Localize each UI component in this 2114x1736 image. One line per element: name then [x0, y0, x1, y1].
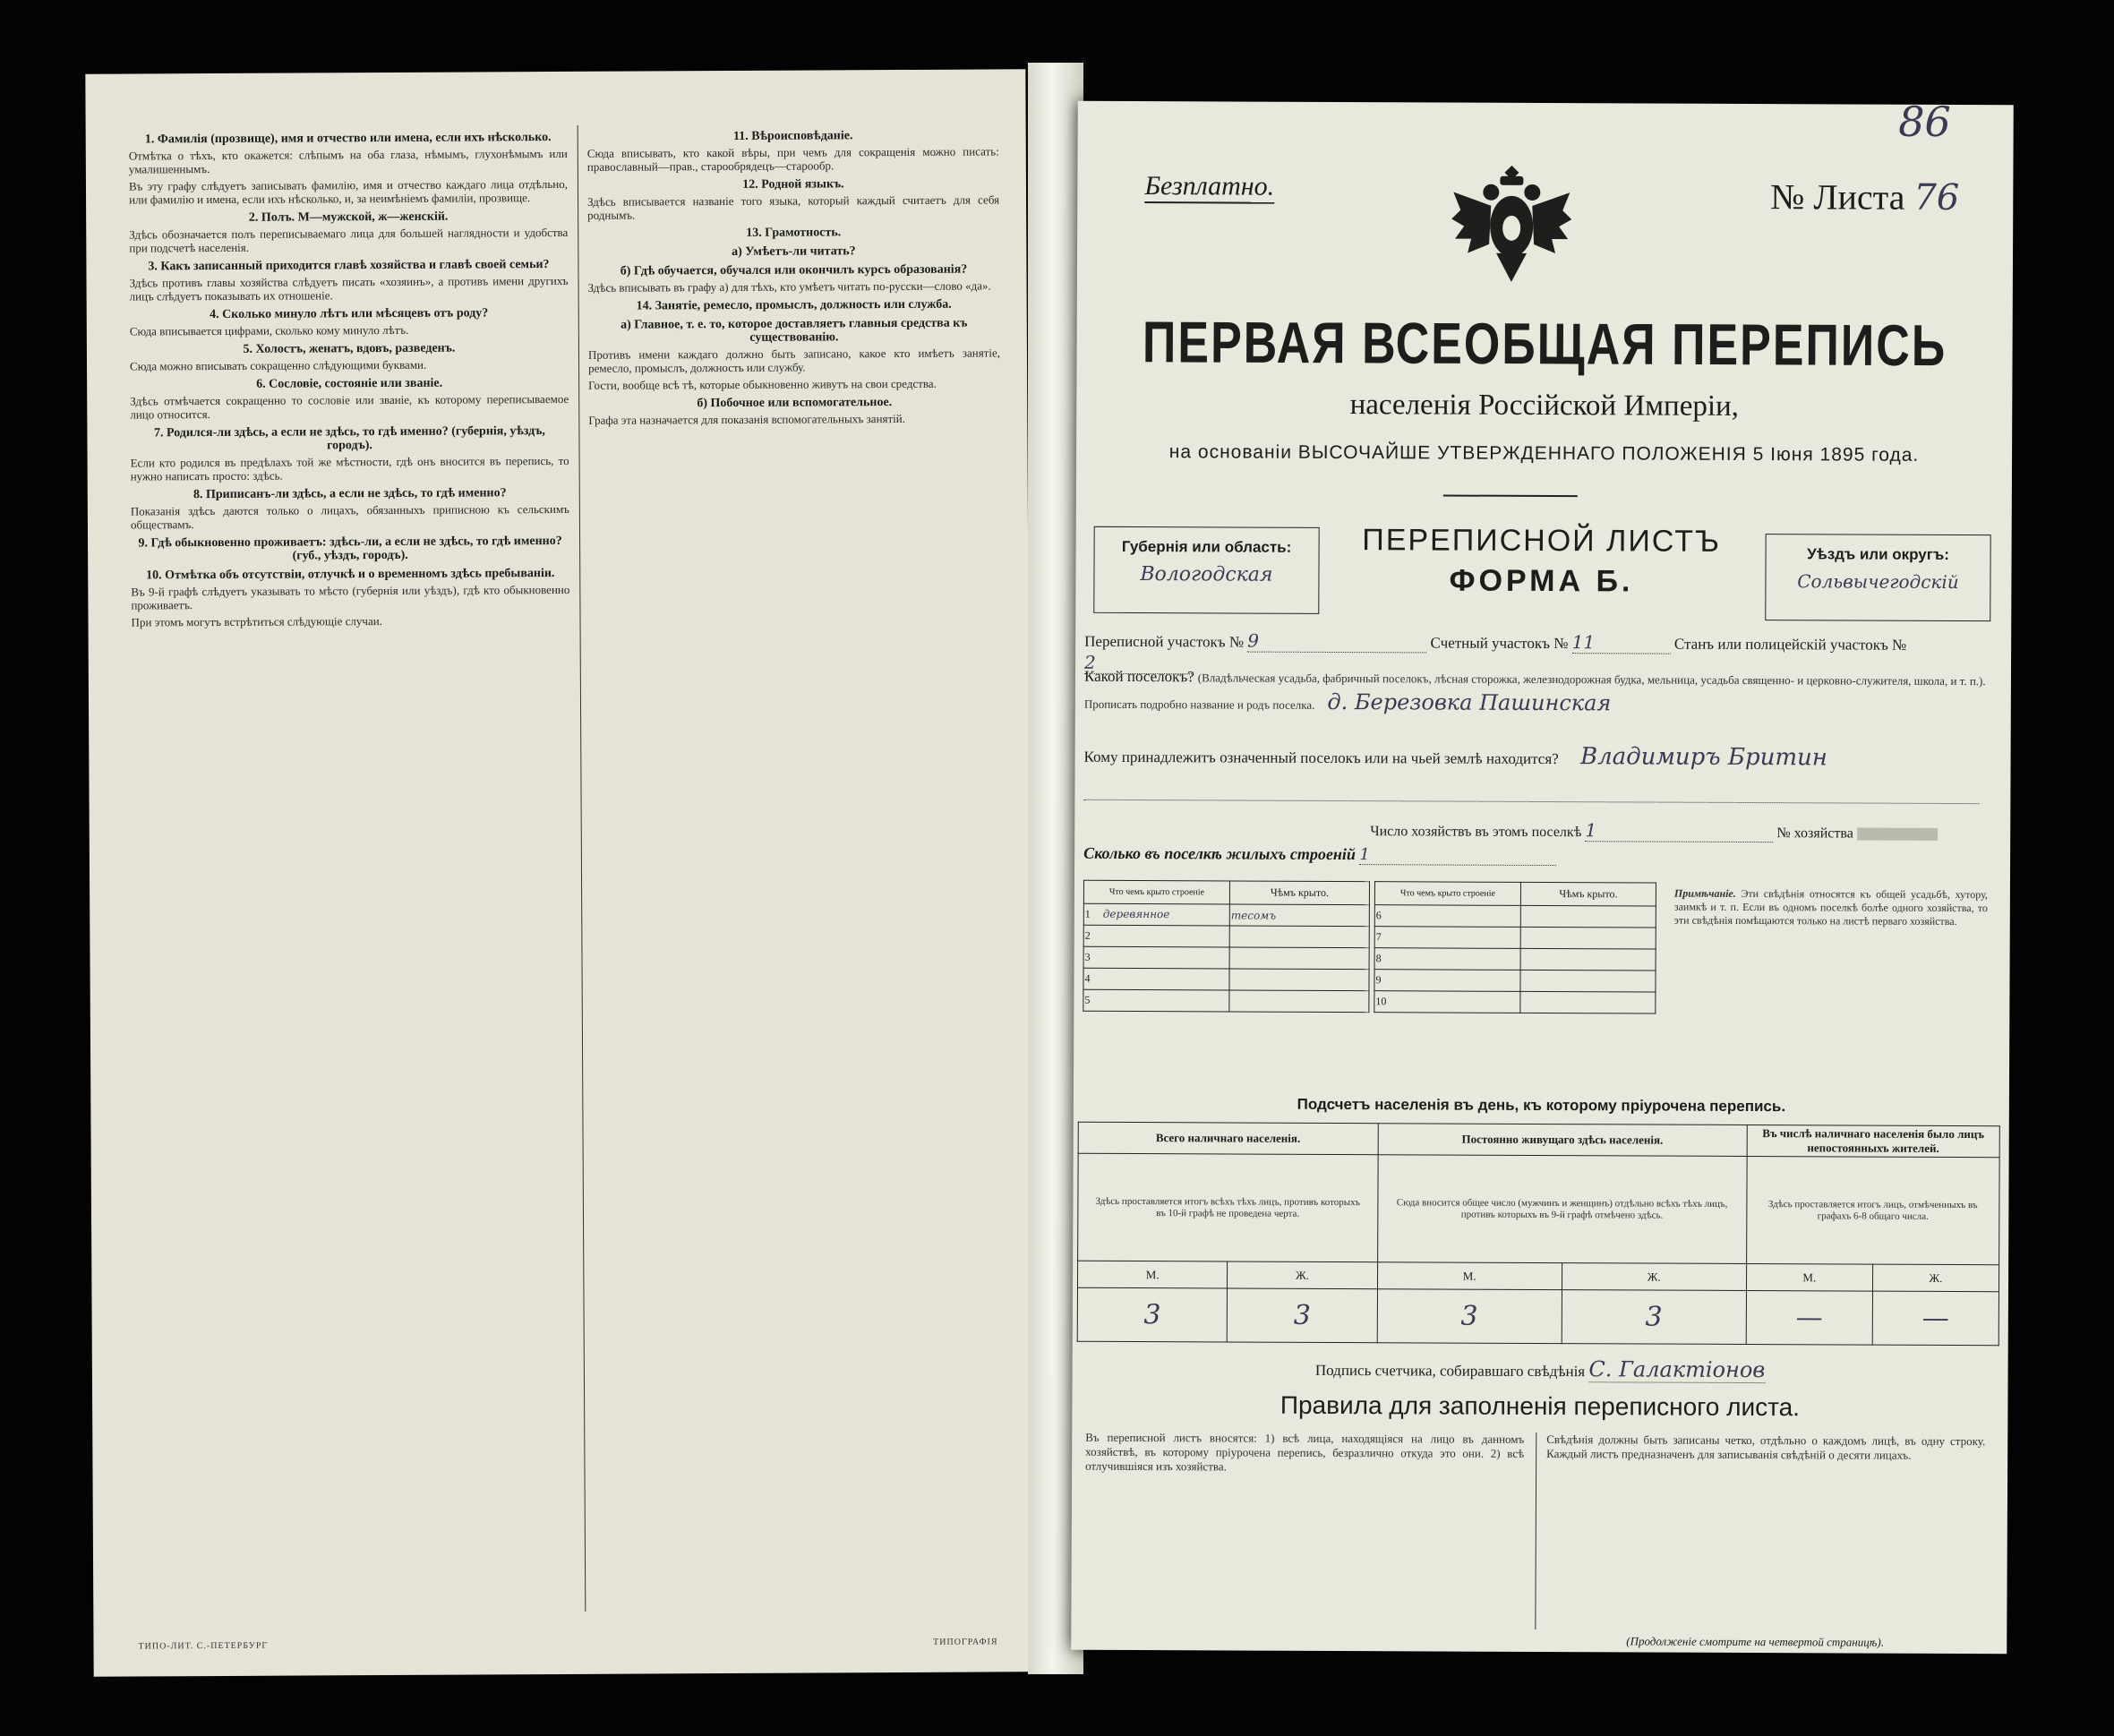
counting-district-label: Счетный участокъ №	[1430, 634, 1569, 653]
building-row	[1083, 968, 1369, 990]
buildings-table-1	[1083, 880, 1370, 1013]
instructions-column-1	[129, 125, 576, 1614]
female-label: Ж.	[1228, 1261, 1377, 1289]
households-value: 1	[1585, 819, 1773, 842]
buildings-col-built-2: Что чемъ крыто строеніе	[1374, 882, 1520, 906]
instruction-heading: 6. Сословіе, состояніе или званіе.	[256, 376, 443, 391]
building-row-number: 2	[1084, 928, 1091, 942]
building-row	[1083, 946, 1369, 969]
building-row	[1374, 948, 1656, 971]
gubernia-label: Губернія или область:	[1121, 537, 1292, 556]
household-no-label: № хозяйства	[1776, 825, 1853, 842]
instruction-heading: а) Главное, т. е. то, которое доставляетъ главныя средства къ существованію.	[621, 316, 968, 345]
building-row-number: 9	[1375, 973, 1382, 987]
instruction-heading: 11. Вѣроисповѣданіе.	[732, 129, 853, 143]
building-row-number: 8	[1375, 952, 1382, 965]
building-row-number: 3	[1084, 950, 1091, 963]
instruction-paragraph: Сюда можно вписывать сокращенно слѣдующими буквами.	[129, 357, 427, 373]
signature-label: Подпись счетчика, собиравшаго свѣдѣнія	[1314, 1361, 1586, 1381]
building-row	[1083, 903, 1369, 926]
male-count: 3	[1077, 1287, 1228, 1342]
instruction-paragraph: Здѣсь вписывается названіе того языка, который каждый считаетъ для себя роднымъ.	[587, 192, 1000, 222]
building-row-number: 5	[1084, 993, 1091, 1006]
signature-value: С. Галактіонов	[1588, 1356, 1766, 1383]
instruction-paragraph: Въ 9-й графѣ слѣдуетъ указывать то мѣсто (губернія или уѣздъ), гдѣ кто обыкновенно проживаетъ.	[131, 582, 570, 612]
building-roof	[1229, 926, 1369, 948]
instructions-column-2	[587, 123, 1007, 1611]
building-row-number: 7	[1375, 930, 1382, 944]
title-rule	[1443, 495, 1578, 498]
instruction-paragraph: Если кто родился въ предѣлахъ той же мѣстности, гдѣ онъ вносится въ перепись, то нужно написать просто: здѣсь.	[130, 453, 569, 483]
summary-col-head: Постоянно живущаго здѣсь населенія.	[1378, 1124, 1747, 1157]
instruction-paragraph: Здѣсь обозначается полъ переписываемаго лица для большей наглядности и удобства при подсчетѣ населенія.	[129, 225, 569, 255]
summary-title: Подсчетъ населенія въ день, къ которому пріурочена перепись.	[1297, 1095, 1786, 1116]
building-row-number: 4	[1084, 971, 1091, 985]
stan-label: Станъ или полицейскій участокъ №	[1673, 635, 1907, 654]
female-count: 3	[1562, 1290, 1746, 1345]
building-row	[1374, 991, 1656, 1013]
form-title: ПЕРЕПИСНОЙ ЛИСТЪ	[1362, 523, 1722, 559]
instruction-paragraph: Противъ имени каждаго должно быть записано, какое кто имѣетъ занятіе, ремесло, промыслъ, должность или службу.	[587, 346, 1001, 375]
building-row-number: 10	[1375, 995, 1387, 1008]
summary-col-description: Здѣсь проставляется итогъ лицъ, отмѣченныхъ въ графахъ 6-8 общаго числа.	[1746, 1156, 1999, 1264]
instruction-heading: 12. Родной языкъ.	[742, 177, 844, 192]
imprint-left: ТИПО-ЛИТ. С.-ПЕТЕРБУРГ	[138, 1640, 269, 1652]
census-district-label: Переписной участокъ №	[1084, 632, 1245, 651]
gubernia-box	[1093, 526, 1319, 614]
left-page-instructions	[85, 69, 1033, 1676]
instruction-paragraph: Гости, вообще всѣ тѣ, которые обыкновенно живутъ на свои средства.	[588, 376, 937, 392]
sheet-number-label: № Листа	[1770, 176, 1905, 218]
instruction-paragraph: Здѣсь противъ главы хозяйства слѣдуетъ писать «хозяинъ», а противъ имени другихъ лицъ слѣдуетъ показывать их отношеніе.	[129, 273, 569, 304]
owner-continuation-line	[1083, 771, 1979, 804]
building-roof: тесомъ	[1229, 904, 1369, 927]
building-roof	[1229, 969, 1369, 991]
female-label: Ж.	[1872, 1264, 1998, 1292]
male-label: М.	[1377, 1262, 1562, 1290]
instruction-paragraph: Графа эта назначается для показанія вспомогательныхъ занятій.	[588, 411, 906, 427]
instruction-heading: 1. Фамилія (прозвище), имя и отчество или имена, если ихъ нѣсколько.	[144, 131, 552, 147]
population-summary-table	[1077, 1122, 2000, 1346]
summary-col-head: Всего наличнаго населенія.	[1078, 1122, 1378, 1154]
buildings-table-2	[1374, 881, 1656, 1013]
column-divider	[578, 125, 586, 1612]
owner-value: Владимиръ Бритин	[1579, 743, 1828, 772]
instruction-heading: 14. Занятіе, ремесло, промыслъ, должность или служба.	[636, 297, 952, 313]
instruction-paragraph: Въ эту графу слѣдуетъ записывать фамилію, имя и отчество каждаго лица отдѣльно, или фамилію и имена, если ихъ нѣсколько, и, за неимѣніемъ фамиліи, прозвище.	[128, 176, 569, 207]
buildings-line	[1083, 844, 1556, 866]
building-roof	[1229, 947, 1369, 970]
summary-col-description: Здѣсь проставляется итогъ всѣхъ тѣхъ лицъ, противъ которыхъ въ 10-й графѣ не проведена черта.	[1078, 1153, 1378, 1261]
instruction-heading: 9. Гдѣ обыкновенно проживаетъ: здѣсь-ли, а если не здѣсь, то гдѣ именно? (губ., уѣздъ, городъ).	[138, 534, 562, 563]
household-no-stamp	[1857, 828, 1938, 841]
settlement-label: Какой поселокъ?	[1083, 667, 1194, 686]
building-row-number: 6	[1375, 909, 1382, 922]
settlement-note: (Владѣльческая усадьба, фабричный поселокъ, лѣсная сторожка, железнодорожная будка, мельница, усадьба священно- и церковно-служителя, школа, и т. п.). Прописать подробно название и родъ поселка.	[1083, 671, 1986, 712]
sheet-number-value: 76	[1913, 176, 1960, 219]
settlement-field	[1084, 665, 1998, 720]
building-row	[1083, 989, 1369, 1012]
rules-title: Правила для заполненія переписного листа.	[1280, 1390, 1801, 1422]
buildings-value: 1	[1359, 845, 1556, 866]
instruction-heading: 13. Грамотность.	[746, 226, 842, 240]
buildings-col-roof: Чѣмъ крыто.	[1229, 881, 1369, 905]
form-legal-basis: на основаніи ВЫСОЧАЙШЕ УТВЕРЖДЕННАГО ПОЛОЖЕНІЯ 5 Іюня 1895 года.	[1168, 441, 1920, 466]
building-row-number: 1	[1084, 907, 1091, 920]
instruction-heading: 5. Холостъ, женатъ, вдовъ, разведенъ.	[243, 341, 456, 356]
male-label: М.	[1077, 1261, 1227, 1288]
form-name: ФОРМА Б.	[1449, 563, 1634, 599]
instruction-paragraph: При этомъ могутъ встрѣтиться слѣдующіе случаи.	[131, 614, 382, 629]
census-form-page	[1071, 97, 2014, 1655]
households-label: Число хозяйствъ въ этомъ поселкѣ	[1370, 824, 1582, 841]
building-roof	[1229, 990, 1369, 1013]
signature-line	[1073, 1355, 2008, 1384]
summary-col-description: Сюда вносится общее число (мужчинъ и женщинъ) отдѣльно всѣхъ тѣхъ лицъ, противъ которыхъ въ 9-й графѣ отмѣчено здѣсь.	[1377, 1155, 1747, 1264]
instruction-heading: 7. Родился-ли здѣсь, а если не здѣсь, то гдѣ именно? (губернія, уѣздъ, городъ).	[153, 424, 545, 453]
form-main-title: ПЕРВАЯ ВСЕОБЩАЯ ПЕРЕПИСЬ	[1142, 310, 1947, 380]
uezd-box	[1765, 534, 1990, 621]
building-row	[1374, 927, 1656, 949]
stan-value: 2	[1084, 652, 1192, 675]
buildings-col-built: Что чемъ крыто строеніе	[1083, 880, 1229, 904]
instruction-heading: 8. Приписанъ-ли здѣсь, а если не здѣсь, то гдѣ именно?	[193, 486, 507, 502]
form-title-block	[1331, 523, 1751, 600]
rules-left-column: Въ переписной листъ вносятся: 1) всѣ лица, находящіяся на лицо въ данномъ хозяйствѣ, въ которому пріурочена перепись, безразлично откуда это они. 2) всѣ отлучившіяся изъ хозяйства.	[1085, 1430, 1525, 1474]
instruction-paragraph: Сюда вписывается цифрами, сколько кому минуло лѣтъ.	[129, 322, 409, 338]
instruction-heading: а) Умѣетъ-ли читать?	[732, 244, 856, 259]
rules-divider	[1535, 1432, 1536, 1629]
male-count: 3	[1377, 1289, 1562, 1344]
note-label: Примѣчаніе.	[1673, 886, 1736, 900]
page-number: 86	[1898, 97, 1951, 146]
form-subtitle: населенія Россійской Имперіи,	[1349, 389, 1740, 423]
instruction-heading: б) Гдѣ обучается, обучался или окончилъ курсъ образованія?	[620, 262, 968, 278]
female-label: Ж.	[1562, 1263, 1746, 1291]
settlement-value: д. Березовка Пашинская	[1327, 688, 1612, 716]
building-row	[1374, 905, 1656, 928]
instruction-paragraph: Отмѣтка о тѣхъ, кто окажется: слѣпымъ на оба глаза, нѣмымъ, глухонѣмымъ или умалишеннымъ.	[128, 146, 568, 176]
building-material: деревянное	[1102, 907, 1170, 921]
instruction-paragraph: Здѣсь вписывать въ графу а) для тѣхъ, кто умѣетъ читать по-русски—слово «да».	[587, 278, 991, 295]
building-row	[1374, 970, 1656, 992]
rules-right-column: Свѣдѣнія должны быть записаны четко, отдѣльно о каждомъ лицѣ, въ одну строку. Каждый листъ предназначенъ для записыванія свѣдѣній о десяти лицахъ.	[1546, 1432, 1986, 1462]
households-line	[1370, 818, 1997, 843]
instruction-paragraph: Показанія здѣсь даются только о лицахъ, обязанныхъ приписною къ сельскимъ обществамъ.	[130, 501, 569, 532]
instruction-heading: 4. Сколько минуло лѣтъ или мѣсяцевъ отъ роду?	[210, 306, 489, 322]
male-label: М.	[1746, 1263, 1872, 1291]
sheet-number	[1770, 175, 1959, 218]
imperial-eagle-emblem	[1444, 157, 1579, 292]
counting-district-value: 11	[1572, 631, 1671, 654]
owner-label: Кому принадлежитъ означенный поселокъ или на чьей землѣ находится?	[1083, 748, 1559, 768]
female-count: 3	[1228, 1288, 1378, 1343]
gubernia-value: Вологодская	[1140, 563, 1273, 586]
building-row	[1083, 925, 1369, 947]
summary-col-head: Въ числѣ наличнаго населенія было лицъ непостоянныхъ жителей.	[1747, 1125, 1999, 1157]
instruction-heading: 2. Полъ. М—мужской, ж—женскій.	[248, 210, 449, 225]
buildings-col-roof-2: Чѣмъ крыто.	[1520, 882, 1656, 906]
owner-field	[1083, 741, 1997, 804]
male-count: —	[1746, 1290, 1872, 1345]
female-count: —	[1872, 1291, 1998, 1346]
buildings-label: Сколько въ поселкѣ жилыхъ строеній	[1083, 843, 1356, 864]
instruction-heading: б) Побочное или вспомогательное.	[697, 396, 893, 411]
instruction-paragraph: Здѣсь отмѣчается сокращенно то сословіе или званіе, къ которому переписываемое лицо относится.	[130, 391, 569, 422]
instruction-heading: 3. Какъ записанный приходится главѣ хозяйства и главѣ своей семьи?	[148, 258, 550, 274]
rules-continue-note: (Продолженіе смотрите на четвертой страницѣ).	[1626, 1634, 1885, 1649]
instruction-paragraph: Сюда вписывать, кто какой вѣры, при чемъ для сокращенія можно писать: православный—прав., старообрядецъ—старообр.	[586, 144, 999, 174]
note-text: Эти свѣдѣнія относятся къ общей усадьбѣ, хутору, заимкѣ и т. п. Если въ одномъ поселкѣ болѣе одного хозяйства, то эти свѣдѣнія помѣщаются только на листѣ перваго хозяйства.	[1673, 886, 1988, 928]
buildings-note	[1674, 887, 1988, 929]
free-label: Безплатно.	[1144, 171, 1274, 204]
instruction-heading: 10. Отмѣтка объ отсутствіи, отлучкѣ и о временномъ здѣсь пребываніи.	[146, 567, 555, 583]
uezd-value: Сольвычегодскій	[1797, 570, 1959, 594]
uezd-label: Уѣздъ или округъ:	[1807, 545, 1949, 563]
census-district-value: 9	[1247, 630, 1426, 654]
imprint-right: ТИПОГРАФІЯ	[933, 1637, 998, 1647]
